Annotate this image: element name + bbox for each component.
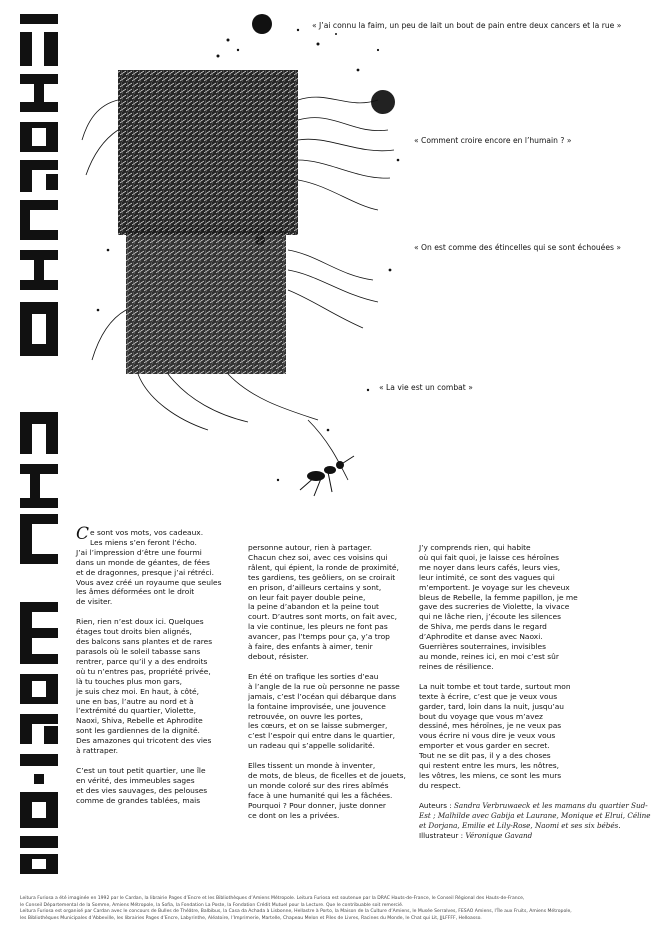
poem-paragraph: En été on trafique les sorties d’eau à l’angle de la rue où personne ne passe jamais, c’est l’océan qui débarque dans la fontaine improvisée, une jouvence retrouvée, on ouvre les portes, les cœurs, et on se laisse submerger, c’est l’espoir qui entre dans le quartier, un radeau qui s’appelle solidarité. xyxy=(248,671,400,751)
quote-2: « Comment croire encore en l’humain ? » xyxy=(414,136,572,145)
ink-illustration xyxy=(78,10,418,520)
poem-column-3 xyxy=(419,543,651,841)
illustration xyxy=(78,10,418,520)
footer xyxy=(20,896,650,922)
poem-paragraph: personne autour, rien à partager. Chacun chez soi, avec ces voisins qui râlent, qui épient, la ronde de proximité, tes gardiens, tes geôliers, on se croirait en prison, d’ailleurs certains y sont, on leur fait payer double peine, la peine d’abandon et la peine tout court. D’autres sont morts, on fait avec, la vie continue, les pleurs ne font pas avancer, pas l’temps pour ça, y’a trop à faire, des enfants à aimer, tenir debout, résister. xyxy=(248,543,399,661)
quote-4: « La vie est un combat » xyxy=(379,383,473,392)
authors-names: Sandra Verbruwaeck et les mamans du quartier Sud-Est ; Malhilde avec Gabija et Laurane, Monique et Elrui, Céline et Dorjana, Emilie et Lily-Rose, Naomi et ses six bébés. xyxy=(419,800,651,830)
footer-line: les Bibliothèques Municipales d’Abbeville, les librairies Pages d’Encre, Labyrinthe, Aléatoire, l’Imprimerie, Martelle, Chapeau Melon et Piles de Livres, Racines du Monde, le Chat qui Lit, JJLFFFF, Helloasso. xyxy=(20,915,482,921)
poem-paragraph: C’est un tout petit quartier, une île en vérité, des immeubles sages et des vies sauvages, des pelouses comme de grandes tablées, mais xyxy=(76,765,208,805)
poem-paragraph xyxy=(76,524,246,607)
footer-line: Leitura Furiosa a été imaginée en 1992 par le Cardan, la librairie Pages d’Encre et les Bibliothèques d’Amiens Métropole. Leitura Furiosa est soutenue par la DRAC Hauts-de-France, le Conseil Régional des Hauts-de-France, xyxy=(20,896,525,901)
poem-column-2 xyxy=(248,543,418,831)
footer-line: le Conseil Départemental de la Somme, Amiens Métropole, la Sofia, la Fondation La Poste, la Fondation Crédit Mutuel pour la Lecture. Que le contribuable soit remercié. xyxy=(20,902,404,908)
drop-cap: C xyxy=(76,524,90,544)
poem-text: e sont vos mots, vos cadeaux. Les miens s’en feront l’écho. J’ai l’impression d’être une fourmi dans un monde de géantes, de fées et de dragonnes, presque j’ai rétréci. Vous avez créé un royaume que seules les âmes déformées ont le droit de visiter. xyxy=(76,528,222,607)
poem-paragraph: La nuit tombe et tout tarde, surtout mon texte à écrire, c’est que je veux vous garder, tard, loin dans la nuit, jusqu’au bout du voyage que vous m’avez dessiné, mes héroïnes, je ne veux pas vous écrire ni vous dire je veux vous emporter et vous garder en secret. Tout ne se dit pas, il y a des choses qui restent entre les murs, les nôtres, les vôtres, les miens, ce sont les murs du respect. xyxy=(419,681,571,790)
poem-paragraph: J’y comprends rien, qui habite où qui fait quoi, je laisse ces héroïnes me noyer dans leurs cafés, leurs vies, leur intimité, ce sont des vagues qui m’emportent. Je voyage sur les cheveux bleus de Rebelle, la femme papillon, je me gave des sucreries de Violette, la vivace qui ne lâche rien, j’écoute les silences de Shiva, me perds dans le regard d’Aphrodite et danse avec Naoxi. Guerrières souterraines, invisibles au monde, reines ici, en moi c’est sûr reines de résilience. xyxy=(419,543,578,671)
poem-paragraph: Rien, rien n’est doux ici. Quelques étages tout droits bien alignés, des balcons sans plantes et de rares parasols où le soleil tabasse sans rentrer, parce qu’il y a des endroits où tu n’entres pas, propriété privée, là tu touches plus mon gars, je suis chez moi. En haut, à côté, une en bas, l’autre au nord et à l’extrémité du quartier, Violette, Naoxi, Shiva, Rebelle et Aphrodite sont les gardiennes de la dignité. Des amazones qui tricotent des vies à rattraper. xyxy=(76,617,213,756)
footer-line: Leitura Furiosa est organisé par Cardan avec le concours de Bulles de Théâtre, Balbibus, la Casa da Achada à Lisbonne, Hellastre à Porto, la Maison de la Culture d’Amiens, le Musée Serralves, FESAO Amiens, l’Île aux Fruits, Amiens Métropole, xyxy=(20,909,572,915)
quote-1: « J’ai connu la faim, un peu de lait un bout de pain entre deux cancers et la rue » xyxy=(312,21,622,30)
credits xyxy=(419,801,651,841)
vertical-title xyxy=(16,14,62,874)
poem-paragraph: Elles tissent un monde à inventer, de mots, de bleus, de ficelles et de jouets, un monde coloré sur des rires abîmés face à une humanité qui les a fâchées. Pourquoi ? Pour donner, juste donner ce dont on les a privées. xyxy=(248,761,406,820)
authors-label: Auteurs : xyxy=(419,800,452,810)
quote-3: « On est comme des étincelles qui se sont échouées » xyxy=(414,243,622,252)
illustrator-label: Illustrateur : xyxy=(419,830,464,840)
poem-column-1 xyxy=(76,524,246,816)
vertical-title-art xyxy=(16,14,62,874)
illustrator-name: Véronique Gavand xyxy=(465,830,533,840)
